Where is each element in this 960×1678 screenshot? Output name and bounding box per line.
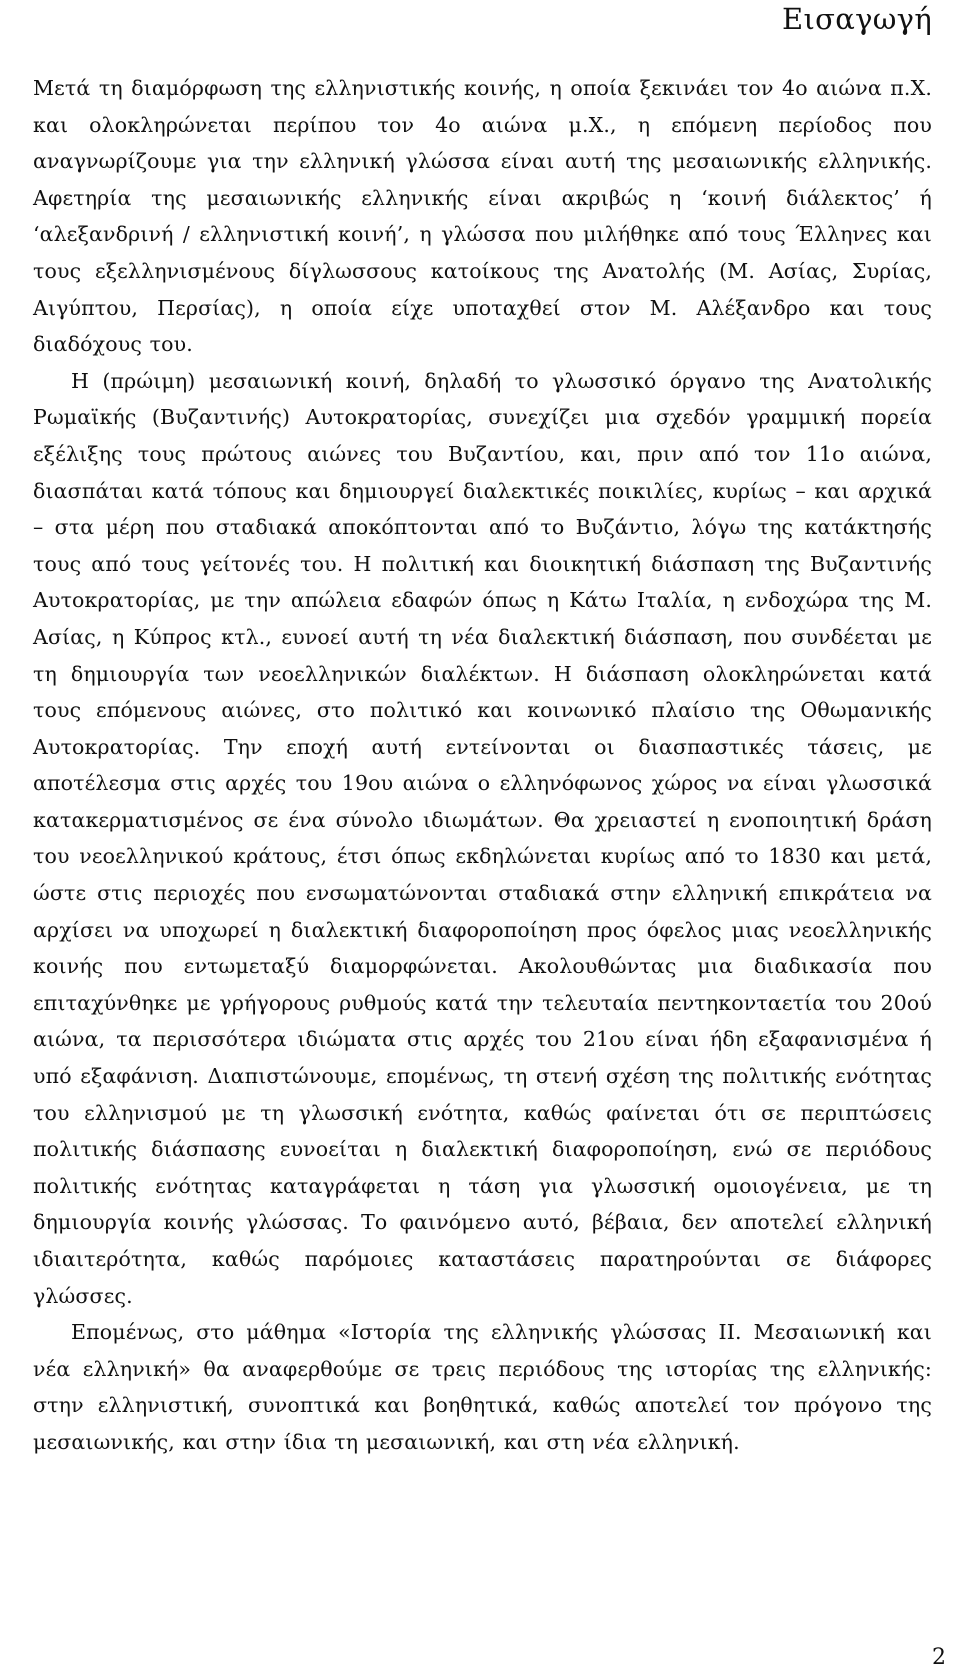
paragraph-3: Επομένως, στο μάθημα «Ιστορία της ελληνικής γλώσσας ΙΙ. Μεσαιωνική και νέα ελληνική» θα αναφερθούμε σε τρεις περιόδους της ιστορίας της ελληνικής: στην ελληνιστική, συνοπτικά και βοηθητικά, καθώς αποτελεί τον πρόγονο της μεσαιωνικής, και στην ίδια τη μεσαιωνική, και στη νέα ελληνική.: [33, 1320, 932, 1454]
section-heading: Εισαγωγή: [781, 2, 932, 36]
body-text: [33, 70, 932, 1461]
page-number: 2: [932, 1645, 946, 1670]
paragraph-2: Η (πρώιμη) μεσαιωνική κοινή, δηλαδή το γλωσσικό όργανο της Ανατολικής Ρωμαϊκής (Βυζαντινής) Αυτοκρατορίας, συνεχίζει μια σχεδόν γραμμική πορεία εξέλιξης τους πρώτους αιώνες του Βυζαντίου, και, πριν από τον 11ο αιώνα, διασπάται κατά τόπους και δημιουργεί διαλεκτικές ποικιλίες, κυρίως – και αρχικά – στα μέρη που σταδιακά αποκόπτονται από το Βυζάντιο, λόγω της κατάκτησής τους από τους γείτονές του. Η πολιτική και διοικητική διάσπαση της Βυζαντινής Αυτοκρατορίας, με την απώλεια εδαφών όπως η Κάτω Ιταλία, η ενδοχώρα της Μ. Ασίας, η Κύπρος κτλ., ευνοεί αυτή τη νέα διαλεκτική διάσπαση, που συνδέεται με τη δημιουργία των νεοελληνικών διαλέκτων. Η διάσπαση ολοκληρώνεται κατά τους επόμενους αιώνες, στο πολιτικό και κοινωνικό πλαίσιο της Οθωμανικής Αυτοκρατορίας. Την εποχή αυτή εντείνονται οι διασπαστικές τάσεις, με αποτέλεσμα στις αρχές του 19ου αιώνα ο ελληνόφωνος χώρος να είναι γλωσσικά κατακερματισμένος σε ένα σύνολο ιδιωμάτων. Θα χρειαστεί η ενοποιητική δράση του νεοελληνικού κράτους, έτσι όπως εκδηλώνεται κυρίως από το 1830 και μετά, ώστε στις περιοχές που ενσωματώνονται σταδιακά στην ελληνική επικράτεια να αρχίσει να υποχωρεί η διαλεκτική διαφοροποίηση προς όφελος μιας νεοελληνικής κοινής που εντωμεταξύ διαμορφώνεται. Ακολουθώντας μια διαδικασία που επιταχύνθηκε με γρήγορους ρυθμούς κατά την τελευταία πεντηκονταετία του 20ού αιώνα, τα περισσότερα ιδιώματα στις αρχές του 21ου είναι ήδη εξαφανισμένα ή υπό εξαφάνιση. Διαπιστώνουμε, επομένως, τη στενή σχέση της πολιτικής ενότητας του ελληνισμού με τη γλωσσική ενότητα, καθώς φαίνεται ότι σε περιπτώσεις πολιτικής διάσπασης ευνοείται η διαλεκτική διαφοροποίηση, ενώ σε περιόδους πολιτικής ενότητας καταγράφεται η τάση για γλωσσική ομοιογένεια, με τη δημιουργία κοινής γλώσσας. Το φαινόμενο αυτό, βέβαια, δεν αποτελεί ελληνική ιδιαιτερότητα, καθώς παρόμοιες καταστάσεις παρατηρούνται σε διάφορες γλώσσες.: [33, 368, 932, 1308]
paragraph-1: Μετά τη διαμόρφωση της ελληνιστικής κοινής, η οποία ξεκινάει τον 4ο αιώνα π.Χ. και ολοκληρώνεται περίπου τον 4ο αιώνα μ.Χ., η επόμενη περίοδος που αναγνωρίζουμε για την ελληνική γλώσσα είναι αυτή της μεσαιωνικής ελληνικής. Αφετηρία της μεσαιωνικής ελληνικής είναι ακριβώς η ‘κοινή διάλεκτος’ ή ‘αλεξανδρινή / ελληνιστική κοινή’, η γλώσσα που μιλήθηκε από τους Έλληνες και τους εξελληνισμένους δίγλωσσους κατοίκους της Ανατολής (Μ. Ασίας, Συρίας, Αιγύπτου, Περσίας), η οποία είχε υποταχθεί στον Μ. Αλέξανδρο και τους διαδόχους του.: [33, 76, 932, 357]
